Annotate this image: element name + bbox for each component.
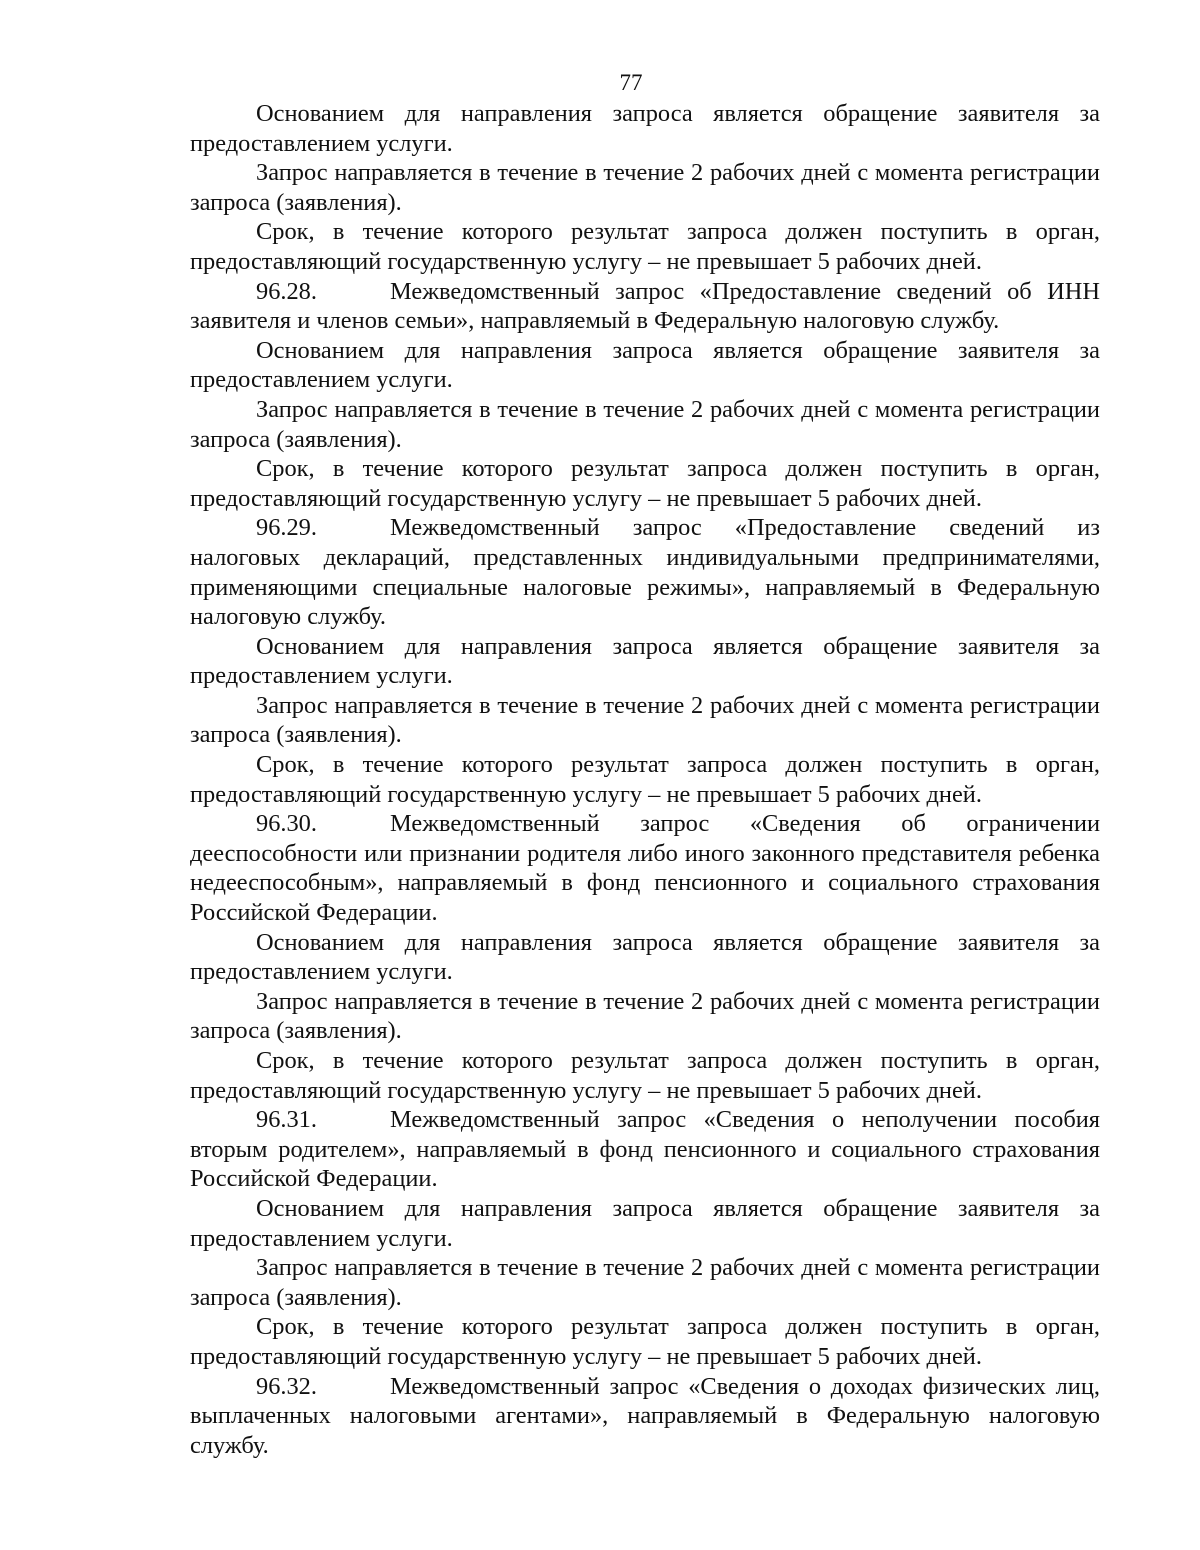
clause-number: 96.31. (256, 1106, 317, 1134)
paragraph: Основанием для направления запроса является обращение заявителя за предоставлением услуги. (190, 928, 1100, 986)
clause-text: Межведомственный запрос «Предоставление сведений из налоговых деклараций, представленных индивидуальными предпринимателями, применяющими специальные налоговые режимы», направляемый в Федеральную налоговую службу. (190, 514, 1100, 631)
paragraph: Запрос направляется в течение в течение 2 рабочих дней с момента регистрации запроса (заявления). (190, 987, 1100, 1045)
clause-number: 96.28. (256, 277, 317, 305)
paragraph: Запрос направляется в течение в течение 2 рабочих дней с момента регистрации запроса (заявления). (190, 691, 1100, 749)
page-number: 77 (619, 70, 643, 95)
paragraph: Срок, в течение которого результат запроса должен поступить в орган, предоставляющий государственную услугу – не превышает 5 рабочих дней. (190, 1047, 1100, 1104)
clause-text: Межведомственный запрос «Предоставление сведений об ИНН заявителя и членов семьи», направляемый в Федеральную налоговую службу. (190, 277, 1100, 335)
paragraph: Запрос направляется в течение в течение 2 рабочих дней с момента регистрации запроса (заявления). (190, 395, 1100, 453)
paragraph: Срок, в течение которого результат запроса должен поступить в орган, предоставляющий государственную услугу – не превышает 5 рабочих дней. (190, 455, 1100, 512)
numbered-clause (190, 809, 1100, 927)
clause-text: Межведомственный запрос «Сведения о доходах физических лиц, выплаченных налоговыми агентами», направляемый в Федеральную налоговую службу. (190, 1372, 1100, 1459)
numbered-clause (190, 1372, 1100, 1461)
paragraph: Основанием для направления запроса является обращение заявителя за предоставлением услуги. (190, 632, 1100, 690)
clause-number: 96.29. (256, 514, 317, 542)
paragraph: Основанием для направления запроса является обращение заявителя за предоставлением услуги. (190, 100, 1100, 157)
paragraph: Основанием для направления запроса является обращение заявителя за предоставлением услуги. (190, 336, 1100, 394)
clause-text: Межведомственный запрос «Сведения о неполучении пособия вторым родителем», направляемый в фонд пенсионного и социального страхования Российской Федерации. (190, 1106, 1100, 1193)
paragraph: Срок, в течение которого результат запроса должен поступить в орган, предоставляющий государственную услугу – не превышает 5 рабочих дней. (190, 751, 1100, 808)
paragraph: Запрос направляется в течение в течение 2 рабочих дней с момента регистрации запроса (заявления). (190, 159, 1100, 216)
paragraph: Срок, в течение которого результат запроса должен поступить в орган, предоставляющий государственную услугу – не превышает 5 рабочих дней. (190, 1313, 1100, 1370)
clause-number: 96.30. (256, 810, 317, 838)
numbered-clause (190, 1105, 1100, 1194)
paragraph: Срок, в течение которого результат запроса должен поступить в орган, предоставляющий государственную услугу – не превышает 5 рабочих дней. (190, 218, 1100, 275)
clause-text: Межведомственный запрос «Сведения об ограничении дееспособности или признании родителя либо иного законного представителя ребенка недееспособным», направляемый в фонд пенсионного и социального страхования Российской Федерации. (190, 810, 1100, 927)
clause-number: 96.32. (256, 1372, 317, 1400)
numbered-clause (190, 277, 1100, 336)
numbered-clause (190, 513, 1100, 631)
paragraph: Запрос направляется в течение в течение 2 рабочих дней с момента регистрации запроса (заявления). (190, 1254, 1100, 1311)
paragraph: Основанием для направления запроса является обращение заявителя за предоставлением услуги. (190, 1194, 1100, 1252)
document-body (190, 99, 1100, 1460)
